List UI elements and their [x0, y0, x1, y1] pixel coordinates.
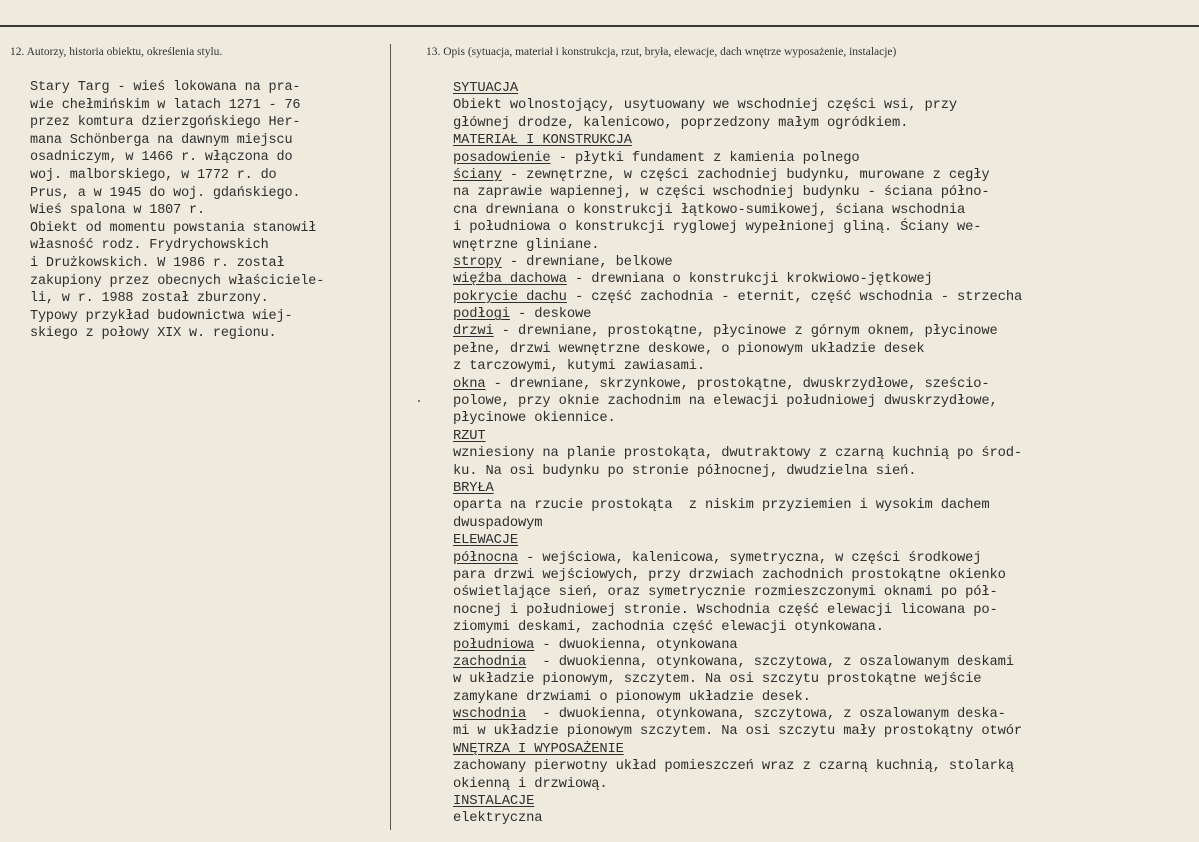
line-text: - drewniane, prostokątne, płycinowe z górnym oknem, płycinowe [493, 324, 998, 340]
description-line [453, 80, 1193, 97]
line-text: oświetlające sień, oraz symetrycznie rozmieszczonymi oknami po pół- [453, 585, 998, 601]
history-line: osadniczym, w 1466 r. włączona do [30, 150, 293, 166]
line-text: płycinowe okiennice. [453, 411, 616, 427]
description-line [453, 97, 1193, 114]
description-line [453, 393, 1193, 410]
description-line [453, 550, 1193, 567]
description-line [453, 654, 1193, 671]
description-line [453, 810, 1193, 827]
history-line: Wieś spalona w 1807 r. [30, 203, 205, 219]
description-line [453, 184, 1193, 201]
underlined-heading: posadowienie [453, 150, 551, 166]
description-line [453, 776, 1193, 793]
underlined-heading: okna [453, 376, 486, 392]
description-line [453, 323, 1193, 340]
description-line [453, 410, 1193, 427]
description-line [453, 463, 1193, 480]
line-text: - dwuokienna, otynkowana, szczytowa, z oszalowanym deska- [526, 707, 1006, 723]
underlined-heading: północna [453, 550, 519, 566]
description-line [453, 358, 1193, 375]
description-column [453, 80, 1193, 828]
line-text: - dwuokienna, otynkowana [534, 637, 738, 653]
line-text: z tarczowymi, kutymi zawiasami. [453, 359, 706, 375]
description-line [453, 515, 1193, 532]
description-line [453, 376, 1193, 393]
description-line [453, 602, 1193, 619]
line-text: wnętrzne gliniane. [453, 237, 600, 253]
history-line: przez komtura dzierzgońskiego Her- [30, 115, 301, 131]
description-line [453, 689, 1193, 706]
line-text: wzniesiony na planie prostokąta, dwutraktowy z czarną kuchnią po środ- [453, 446, 1023, 462]
description-line [453, 637, 1193, 654]
underlined-heading: WNĘTRZA I WYPOSAŻENIE [453, 741, 624, 757]
description-line [453, 584, 1193, 601]
description-line [453, 428, 1193, 445]
history-line: zakupiony przez obecnych właściciele- [30, 273, 325, 289]
description-line [453, 132, 1193, 149]
history-line: mana Schönberga na dawnym miejscu [30, 132, 293, 148]
line-text: ziomymi deskami, zachodnia część elewacji otynkowana. [453, 620, 884, 636]
history-line: i Drużkowskich. W 1986 r. został [30, 255, 285, 271]
line-text: - część zachodnia - eternit, część wschodnia - strzecha [566, 289, 1023, 305]
underlined-heading: ELEWACJE [453, 533, 519, 549]
underlined-heading: zachodnia [453, 654, 527, 670]
top-rule [0, 25, 1199, 27]
description-line [453, 532, 1193, 549]
description-line [453, 706, 1193, 723]
history-line: Stary Targ - wieś lokowana na pra- [30, 80, 301, 95]
underlined-heading: stropy [453, 254, 502, 270]
line-text: cna drewniana o konstrukcji łątkowo-sumikowej, ściana wschodnia [453, 202, 966, 218]
underlined-heading: MATERIAŁ I KONSTRUKCJA [453, 133, 632, 149]
underlined-heading: BRYŁA [453, 480, 494, 496]
description-line [453, 271, 1193, 288]
description-line [453, 671, 1193, 688]
description-line [453, 497, 1193, 514]
description-line [453, 167, 1193, 184]
description-line [453, 306, 1193, 323]
underlined-heading: podłogi [453, 307, 510, 323]
description-line [453, 219, 1193, 236]
line-text: - deskowe [509, 307, 592, 323]
line-text: nocnej i południowej stronie. Wschodnia część elewacji licowana po- [453, 602, 998, 618]
line-text: - dwuokienna, otynkowana, szczytowa, z oszalowanym deskami [526, 654, 1014, 670]
line-text: - płytki fundament z kamienia polnego [550, 150, 860, 166]
description-line [453, 341, 1193, 358]
line-text: zamykane drzwiami o pionowym układzie desek. [453, 689, 811, 705]
underlined-heading: południowa [453, 637, 535, 653]
section-12-header: 12. Autorzy, historia obiektu, określenia stylu. [10, 46, 223, 58]
column-divider [390, 44, 391, 830]
history-line: woj. malborskiego, w 1772 r. do [30, 167, 277, 183]
line-text: i południowa o konstrukcji ryglowej wypełnionej gliną. Ściany we- [453, 220, 982, 236]
history-line: wie chełmińskim w latach 1271 - 76 [30, 97, 301, 113]
description-line [453, 150, 1193, 167]
line-text: zachowany pierwotny układ pomieszczeń wraz z czarną kuchnią, stolarką [453, 759, 1014, 775]
line-text: - zewnętrzne, w części zachodniej budynku, murowane z cegły [501, 167, 990, 183]
description-line [453, 741, 1193, 758]
history-line: Typowy przykład budownictwa wiej- [30, 308, 293, 324]
underlined-heading: INSTALACJE [453, 794, 535, 810]
history-line: skiego z połowy XIX w. regionu. [30, 326, 277, 342]
line-text: - drewniana o konstrukcji krokwiowo-jętkowej [566, 272, 933, 288]
description-line [453, 254, 1193, 271]
line-text: pełne, drzwi wewnętrzne deskowe, o pionowym układzie desek [453, 341, 925, 357]
line-text: okienną i drzwiową. [453, 776, 608, 792]
description-line [453, 480, 1193, 497]
description-line [453, 202, 1193, 219]
description-line [453, 723, 1193, 740]
section-13-header: 13. Opis (sytuacja, materiał i konstrukcja, rzut, bryła, elewacje, dach wnętrze wyposażenie, instalacje) [426, 46, 897, 58]
description-line [453, 567, 1193, 584]
line-text: głównej drodze, kalenicowo, poprzedzony małym ogródkiem. [453, 115, 909, 131]
history-line: Prus, a w 1945 do woj. gdańskiego. [30, 185, 301, 201]
description-line [453, 445, 1193, 462]
history-column [30, 79, 390, 343]
line-text: w układzie pionowym, szczytem. Na osi szczytu prostokątne wejście [453, 672, 982, 688]
description-line [453, 619, 1193, 636]
line-text: Obiekt wolnostojący, usytuowany we wschodniej części wsi, przy [453, 98, 958, 114]
stray-mark [418, 400, 420, 402]
description-line [453, 237, 1193, 254]
underlined-heading: pokrycie dachu [453, 289, 567, 305]
description-line [453, 289, 1193, 306]
history-line: własność rodz. Frydrychowskich [30, 238, 269, 254]
line-text: para drzwi wejściowych, przy drzwiach zachodnich prostokątne okienko [453, 567, 1006, 583]
line-text: mi w układzie pionowym szczytem. Na osi szczytu mały prostokątny otwór [453, 724, 1023, 740]
underlined-heading: wschodnia [453, 707, 527, 723]
line-text: oparta na rzucie prostokąta z niskim przyziemien i wysokim dachem [453, 498, 990, 514]
line-text: elektryczna [453, 811, 543, 827]
description-line [453, 115, 1193, 132]
line-text: - wejściowa, kalenicowa, symetryczna, w części środkowej [518, 550, 982, 566]
line-text: na zaprawie wapiennej, w części wschodniej budynku - ściana półno- [453, 185, 990, 201]
description-line [453, 793, 1193, 810]
line-text: - drewniane, skrzynkowe, prostokątne, dwuskrzydłowe, sześcio- [485, 376, 990, 392]
description-line [453, 758, 1193, 775]
underlined-heading: drzwi [453, 324, 494, 340]
line-text: - drewniane, belkowe [501, 254, 673, 270]
line-text: ku. Na osi budynku po stronie północnej, dwudzielna sień. [453, 463, 917, 479]
line-text: polowe, przy oknie zachodnim na elewacji południowej dwuskrzydłowe, [453, 394, 998, 410]
history-line: Obiekt od momentu powstania stanowił [30, 220, 317, 236]
underlined-heading: RZUT [453, 428, 486, 444]
underlined-heading: SYTUACJA [453, 81, 519, 96]
underlined-heading: więźba dachowa [453, 272, 567, 288]
history-line: li, w r. 1988 został zburzony. [30, 291, 269, 307]
underlined-heading: ściany [453, 167, 502, 183]
line-text: dwuspadowym [453, 515, 543, 531]
